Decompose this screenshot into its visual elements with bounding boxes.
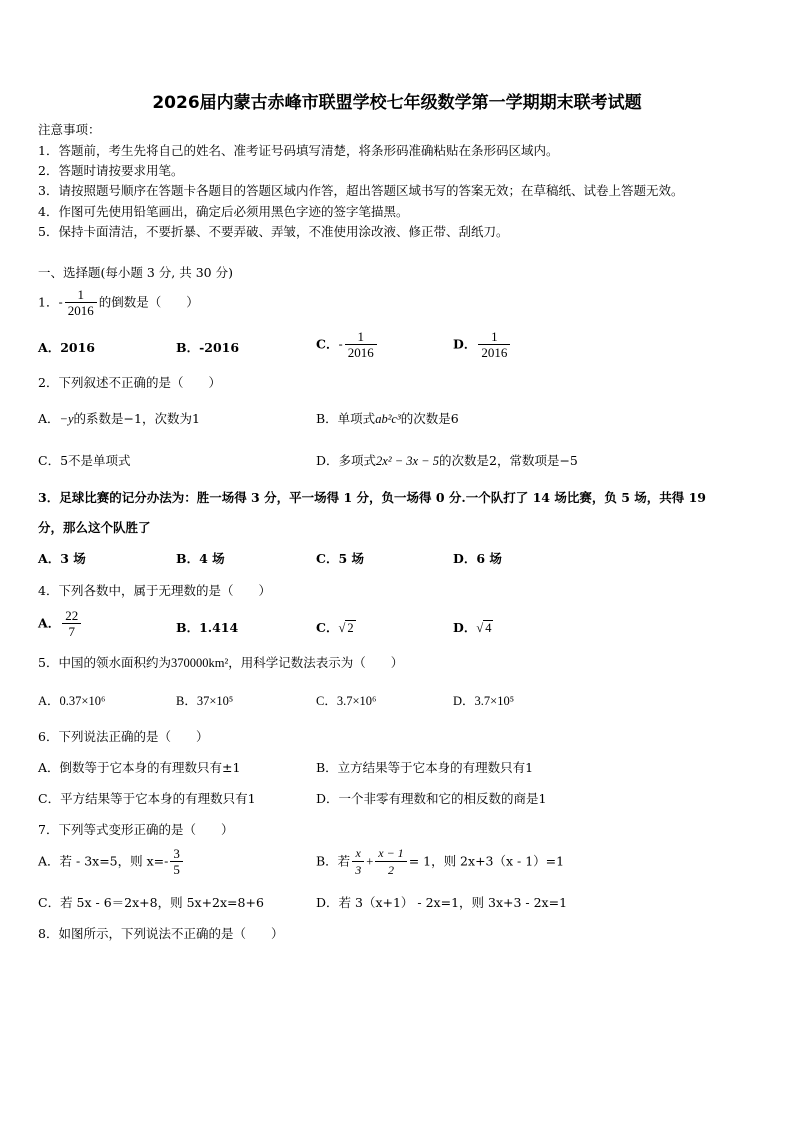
question-text: ，用科学记数法表示为（ ） [228,655,404,670]
notice-item-1: 1．答题前，考生先将自己的姓名、准考证号码填写清楚，将条形码准确粘贴在条形码区域内。 [38,143,559,158]
fraction [375,846,406,878]
q7-option-a [38,846,185,878]
fraction [478,329,510,361]
q6-option-b: B．立方结果等于它本身的有理数只有1 [316,760,534,775]
notice-item-5: 5．保持卡面清洁，不要折暴、不要弄破、弄皱，不准使用涂改液、修正带、刮纸刀。 [38,224,509,239]
radicand: 2 [347,621,354,635]
fraction-denominator: 5 [170,861,183,878]
fraction-numerator: 3 [173,846,180,861]
option-text: 的次数是2，常数项是−5 [439,453,578,468]
question-7-stem: 7．下列等式变形正确的是（ ） [38,822,234,837]
page-title: 2026届内蒙古赤峰市联盟学校七年级数学第一学期期末联考试题 [152,93,642,113]
q1-option-b: B．-2016 [176,340,240,355]
math-expression: ab²c³ [375,412,401,426]
q7-option-b [316,846,564,878]
q1-option-c [316,329,379,361]
q2-option-d [316,453,578,469]
q6-option-a: A．倒数等于它本身的有理数只有±1 [38,760,241,775]
minus-sign: - [338,336,343,352]
question-text: 的倒数是（ ） [98,294,199,310]
notice-heading: 注意事项： [38,122,101,137]
q5-option-a: A．0.37×10⁶ [38,694,106,708]
fraction-denominator: 3 [352,861,364,878]
q4-option-c [316,620,356,636]
q4-option-d [453,620,493,636]
fraction-denominator: 7 [62,623,81,640]
question-8-stem: 8．如图所示，下列说法不正确的是（ ） [38,926,284,941]
q1-option-a: A．2016 [38,340,95,355]
q6-option-d: D．一个非零有理数和它的相反数的商是1 [316,791,547,806]
radicand: 4 [485,621,492,635]
q7-option-d: D．若 3（x+1） - 2x=1，则 3x+3 - 2x=1 [316,895,568,910]
option-label: B．单项式 [316,411,376,426]
question-2-stem: 2．下列叙述不正确的是（ ） [38,375,221,390]
q4-option-a [38,608,83,640]
question-6-stem: 6．下列说法正确的是（ ） [38,729,209,744]
fraction [345,329,377,361]
q7-option-c: C．若 5x - 6＝2x+8，则 5x+2x=8+6 [38,895,264,910]
question-3-stem-line2: 分，那么这个队胜了 [38,520,151,535]
fraction-numerator: 1 [357,329,364,344]
fraction-denominator: 2016 [65,302,97,319]
q2-option-c: C．5不是单项式 [38,453,131,468]
notice-item-4: 4．作图可先使用铅笔画出，确定后必须用黑色字迹的签字笔描黑。 [38,204,409,219]
question-3-stem-line1: 3．足球比赛的记分办法为：胜一场得 3 分，平一场得 1 分，负一场得 0 分.一个队打了 14 场比赛，负 5 场，共得 19 [38,490,707,505]
section-heading: 一、选择题(每小题 3 分, 共 30 分) [38,265,233,280]
fraction-denominator: 2016 [345,344,377,361]
question-1-stem [38,287,199,319]
question-number: 1． [38,294,59,310]
q3-option-c: C．5 场 [316,551,364,566]
option-label: D． [453,620,477,635]
plus-sign: + [366,854,374,869]
fraction-numerator: 1 [77,287,84,302]
notice-item-2: 2．答题时请按要求用笔。 [38,163,184,178]
q4-option-b: B．1.414 [176,620,239,635]
notice-item-3: 3．请按照题号顺序在答题卡各题目的答题区域内作答，超出答题区域书写的答案无效；在草稿纸、试卷上答题无效。 [38,183,684,198]
q5-option-b: B．37×10⁵ [176,694,234,708]
q2-option-a [38,411,200,427]
q1-option-d [453,329,512,361]
option-text: = 1，则 2x+3（x - 1）=1 [408,853,565,869]
question-4-stem: 4．下列各数中，属于无理数的是（ ） [38,583,271,598]
math-expression: 370000km² [170,656,229,670]
fraction [170,846,183,878]
option-label: D． [453,336,477,352]
math-expression: 2x² − 3x − 5 [376,454,439,468]
fraction [65,287,97,319]
question-text: 5．中国的领水面积约为 [38,655,171,670]
option-label: C． [316,620,339,635]
q2-option-b [316,411,459,427]
option-text: 的系数是−1，次数为1 [73,411,200,426]
fraction [62,608,81,640]
option-label: A． [38,615,61,631]
fraction-numerator: x [355,846,361,860]
math-expression: −y [59,412,74,426]
question-5-stem [38,655,403,671]
minus-sign: - [58,294,63,310]
fraction-denominator: 2016 [478,344,510,361]
square-root: √ 2 [338,621,354,635]
q3-option-a: A．3 场 [38,551,86,566]
option-text: 的次数是6 [400,411,459,426]
q6-option-c: C．平方结果等于它本身的有理数只有1 [38,791,256,806]
q5-option-d: D．3.7×10⁵ [453,694,515,708]
fraction-numerator: 22 [65,608,79,623]
option-label: C． [316,336,339,352]
option-label: A． [38,411,60,426]
q3-option-d: D．6 场 [453,551,502,566]
fraction-numerator: x − 1 [378,846,404,860]
q5-option-c: C．3.7×10⁶ [316,694,377,708]
fraction-numerator: 1 [491,329,498,344]
square-root: √ 4 [476,621,492,635]
fraction [352,846,364,878]
q3-option-b: B．4 场 [176,551,225,566]
option-label: D．多项式 [316,453,377,468]
fraction-denominator: 2 [375,861,406,878]
option-text: A．若 - 3x=5，则 x=- [38,853,169,869]
option-text: B．若 [316,853,351,869]
